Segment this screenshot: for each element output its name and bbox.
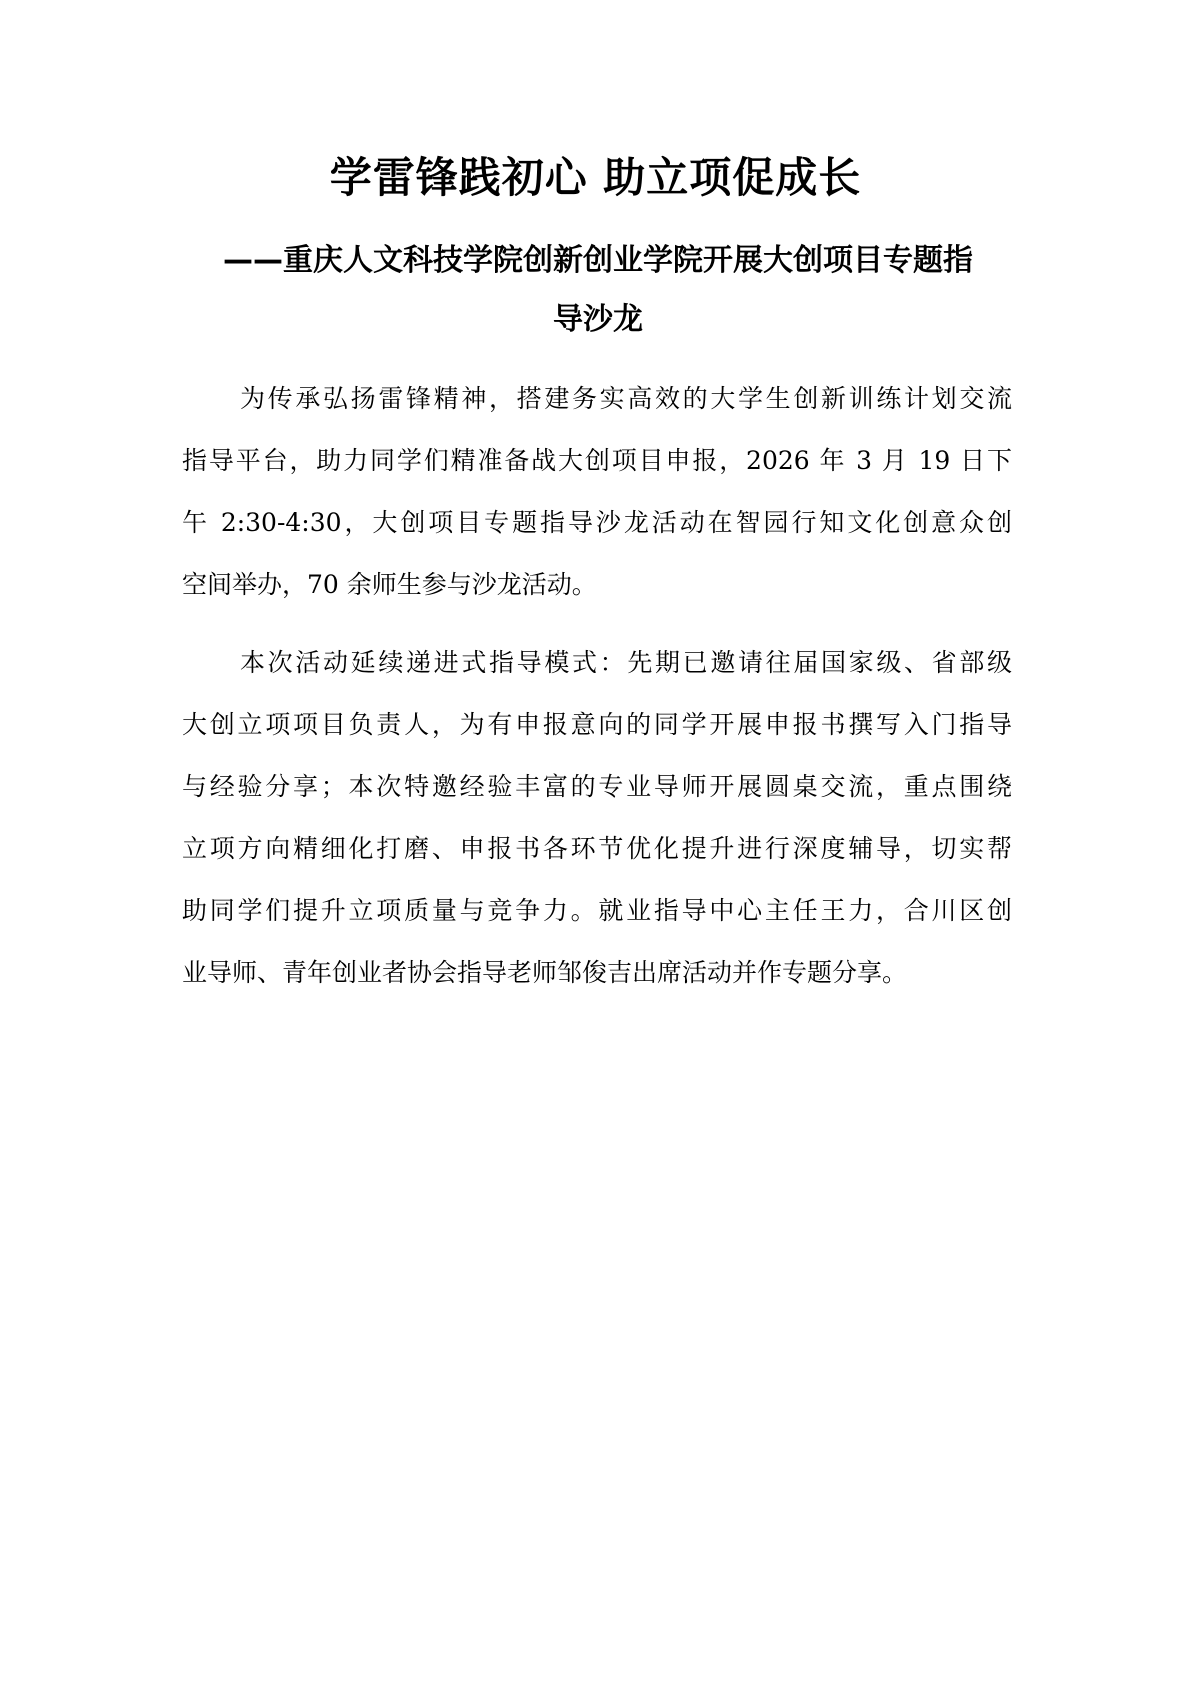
paragraph-line: 为传承弘扬雷锋精神，搭建务实高效的大学生创新训练计划交流 xyxy=(240,384,1012,413)
document-subtitle-line-2: 导沙龙 xyxy=(553,302,643,337)
paragraph-line: 大创立项项目负责人，为有申报意向的同学开展申报书撰写入门指导 xyxy=(182,710,1012,739)
paragraph-line: 与经验分享；本次特邀经验丰富的专业导师开展圆桌交流，重点围绕 xyxy=(182,772,1012,801)
document-subtitle-line-1: ——重庆人文科技学院创新创业学院开展大创项目专题指 xyxy=(223,243,973,278)
paragraph-line: 午 2:30-4:30，大创项目专题指导沙龙活动在智园行知文化创意众创 xyxy=(182,508,1012,537)
paragraph-line: 指导平台，助力同学们精准备战大创项目申报，2026 年 3 月 19 日下 xyxy=(182,446,1012,475)
body-paragraph-2 xyxy=(182,632,1012,1004)
paragraph-line: 空间举办，70 余师生参与沙龙活动。 xyxy=(182,570,597,599)
document-title: 学雷锋践初心 助立项促成长 xyxy=(329,153,862,202)
paragraph-line: 助同学们提升立项质量与竞争力。就业指导中心主任王力，合川区创 xyxy=(182,896,1012,925)
body-paragraph-1 xyxy=(182,368,1012,616)
paragraph-line: 立项方向精细化打磨、申报书各环节优化提升进行深度辅导，切实帮 xyxy=(182,834,1012,863)
paragraph-line: 业导师、青年创业者协会指导老师邹俊吉出席活动并作专题分享。 xyxy=(182,958,908,987)
paragraph-line: 本次活动延续递进式指导模式：先期已邀请往届国家级、省部级 xyxy=(240,648,1012,677)
